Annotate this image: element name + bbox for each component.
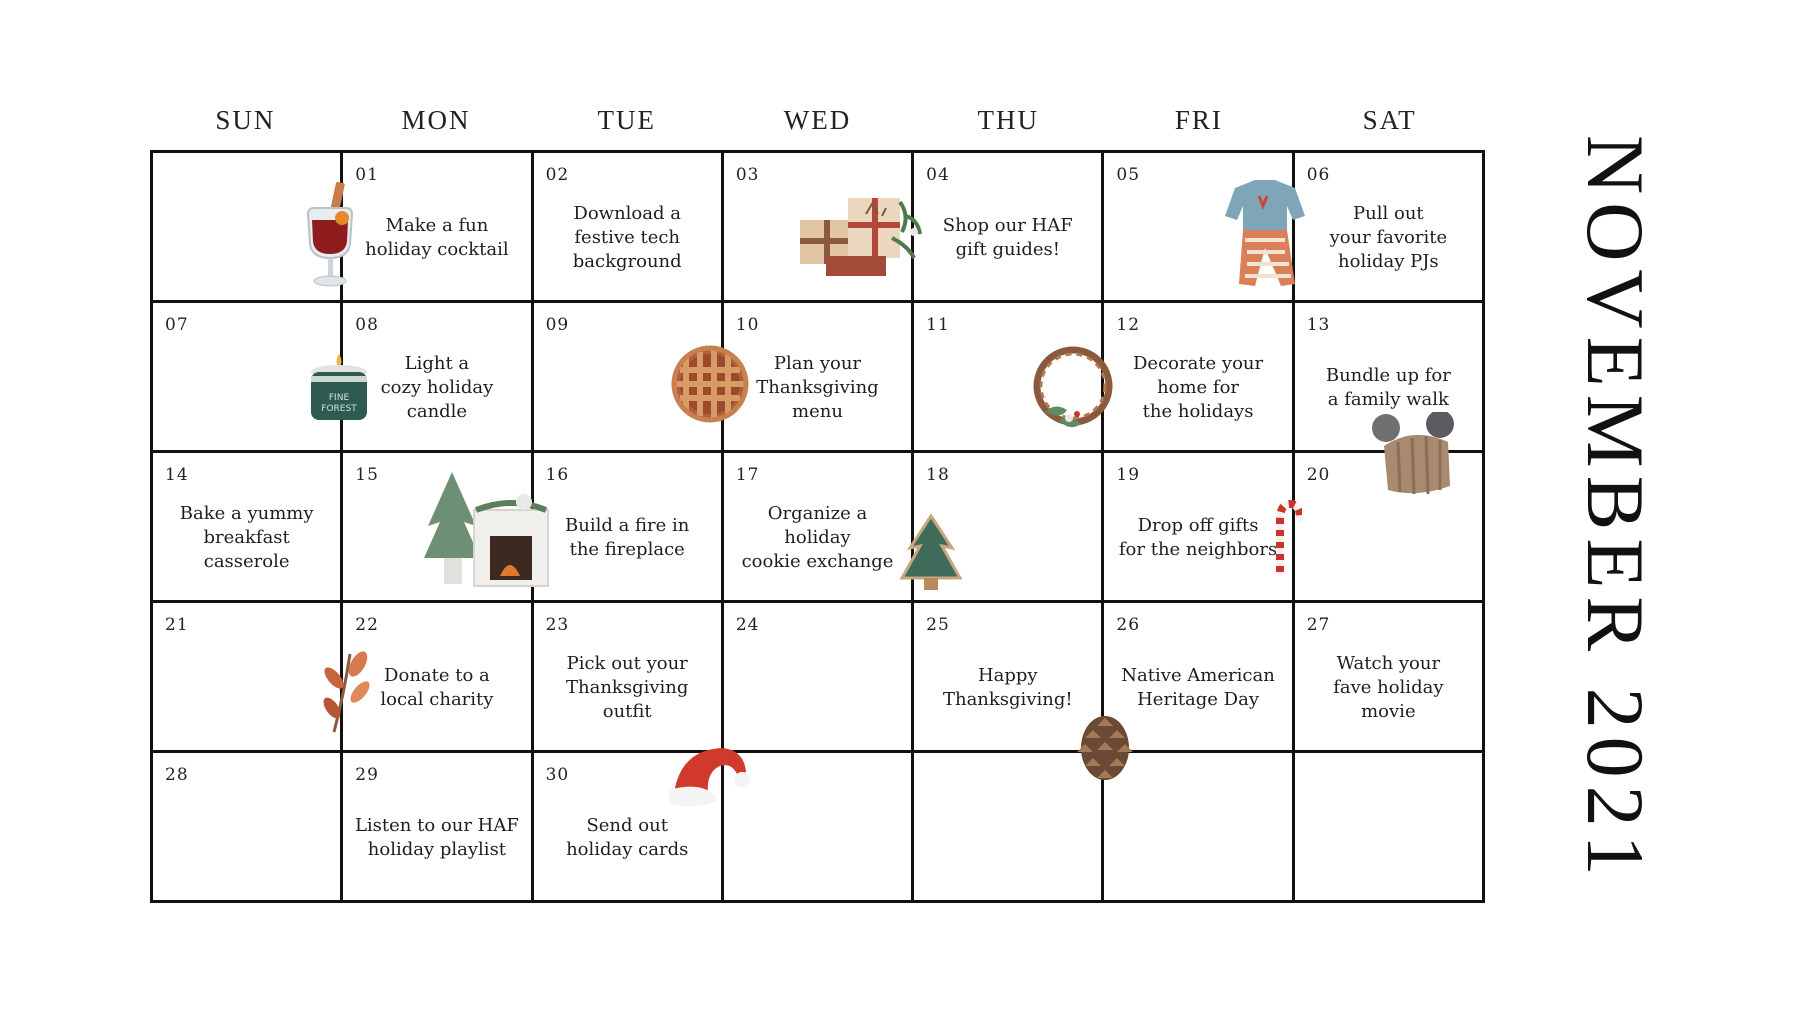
- santa-hat-icon: [666, 742, 752, 810]
- candle-icon: [306, 350, 372, 428]
- calendar-day-cell: [1295, 603, 1485, 753]
- day-number: 11: [926, 315, 950, 335]
- day-number: 25: [926, 615, 950, 635]
- day-number: 17: [735, 465, 760, 485]
- weekday-label: MON: [401, 105, 471, 135]
- day-number: 05: [1116, 165, 1141, 185]
- day-activity: Build a fire in the fireplace: [565, 515, 690, 561]
- mulled-wine-icon: [302, 180, 360, 288]
- calendar-day-cell: [914, 153, 1104, 303]
- day-number: 20: [1306, 465, 1331, 485]
- day-activity: Donate to a local charity: [380, 665, 494, 711]
- day-number: 14: [165, 465, 189, 485]
- calendar-day-cell: [153, 453, 343, 603]
- candle-label-1: FINE: [328, 393, 350, 403]
- weekday-label: WED: [783, 105, 852, 135]
- day-number: 15: [355, 465, 379, 485]
- month-title: NOVEMBER 2021: [1570, 135, 1661, 884]
- calendar-day-cell: [534, 453, 724, 603]
- pinecone-icon: [1076, 712, 1134, 784]
- calendar-day-cell: [1104, 303, 1294, 453]
- weekday-label: THU: [977, 105, 1039, 135]
- calendar-day-cell: [153, 603, 343, 753]
- day-number: 09: [545, 315, 570, 335]
- day-number: 30: [545, 765, 570, 785]
- pajamas-icon: [1225, 178, 1317, 288]
- day-number: 28: [165, 765, 189, 785]
- day-activity: Make a fun holiday cocktail: [365, 215, 509, 261]
- calendar-day-cell: [534, 603, 724, 753]
- day-activity: Send out holiday cards: [566, 815, 689, 861]
- day-activity: Decorate your home for the holidays: [1132, 353, 1264, 423]
- day-number: 29: [355, 765, 379, 785]
- day-activity: Native American Heritage Day: [1121, 665, 1275, 711]
- calendar-day-cell: [343, 753, 533, 903]
- weekday-header: [150, 90, 1485, 150]
- day-activity: Shop our HAF gift guides!: [942, 215, 1073, 261]
- candy-cane-icon: [1272, 500, 1302, 576]
- day-number: 10: [735, 315, 760, 335]
- day-number: 22: [355, 615, 379, 635]
- calendar-day-cell: [1104, 453, 1294, 603]
- day-number: 02: [545, 165, 570, 185]
- calendar-day-cell: [1295, 153, 1485, 303]
- day-number: 19: [1116, 465, 1141, 485]
- weekday-label: FRI: [1174, 105, 1223, 135]
- day-activity: Happy Thanksgiving!: [942, 665, 1073, 711]
- day-activity: Bake a yummy breakfast casserole: [179, 503, 314, 573]
- wreath-icon: [1025, 340, 1121, 436]
- day-activity: Watch your fave holiday movie: [1333, 653, 1444, 723]
- candle-label-2: FOREST: [321, 404, 357, 414]
- day-activity: Organize a holiday cookie exchange: [741, 503, 894, 573]
- day-activity: Light a cozy holiday candle: [380, 353, 494, 423]
- day-activity: Plan your Thanksgiving menu: [756, 353, 879, 423]
- day-number: 27: [1306, 615, 1331, 635]
- day-number: 12: [1116, 315, 1141, 335]
- day-number: 01: [355, 165, 379, 185]
- day-number: 18: [926, 465, 950, 485]
- day-activity: Pull out your favorite holiday PJs: [1329, 203, 1448, 273]
- calendar-day-cell: [724, 753, 914, 903]
- day-number: 13: [1306, 315, 1331, 335]
- calendar-day-cell: [153, 753, 343, 903]
- pie-icon: [670, 344, 750, 424]
- day-number: 24: [735, 615, 760, 635]
- pom-pom-hat-icon: [1370, 412, 1458, 502]
- day-activity: Bundle up for a family walk: [1325, 365, 1451, 411]
- calendar-day-cell: [534, 153, 724, 303]
- day-number: 16: [545, 465, 570, 485]
- day-number: 03: [735, 165, 760, 185]
- day-activity: Drop off gifts for the neighbors: [1118, 515, 1278, 561]
- day-activity: Download a festive tech background: [572, 203, 682, 273]
- day-number: 08: [355, 315, 379, 335]
- day-activity: Listen to our HAF holiday playlist: [354, 815, 519, 861]
- wrapped-gifts-icon: [796, 192, 926, 282]
- calendar-day-cell: [724, 303, 914, 453]
- weekday-label: TUE: [597, 105, 657, 135]
- calendar-day-cell: [1295, 753, 1485, 903]
- calendar-day-cell: [724, 603, 914, 753]
- weekday-label: SUN: [215, 105, 276, 135]
- day-number: 06: [1306, 165, 1331, 185]
- weekday-label: SAT: [1362, 105, 1417, 135]
- day-number: 21: [165, 615, 189, 635]
- autumn-branch-icon: [320, 648, 376, 736]
- day-number: 04: [926, 165, 950, 185]
- christmas-tree-fireplace-icon: [420, 470, 550, 590]
- day-activity: Pick out your Thanksgiving outfit: [566, 653, 689, 723]
- day-number: 26: [1116, 615, 1141, 635]
- day-number: 07: [165, 315, 189, 335]
- calendar-day-cell: [343, 153, 533, 303]
- day-number: 23: [545, 615, 570, 635]
- tree-cookie-icon: [898, 512, 964, 592]
- calendar-day-cell: [724, 453, 914, 603]
